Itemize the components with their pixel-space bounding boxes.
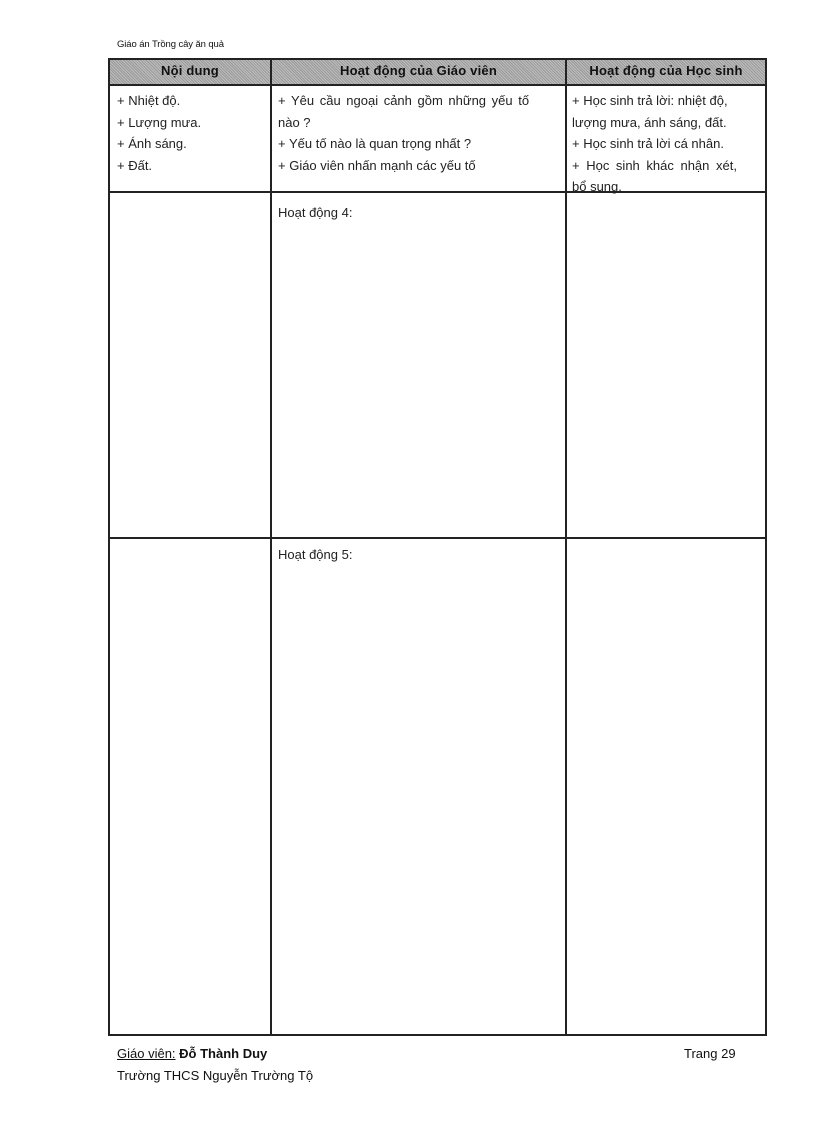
row-divider [110,537,765,539]
student-line: lượng mưa, ánh sáng, đất. [572,114,727,130]
footer-teacher [117,1046,267,1061]
lesson-plan-table [108,58,767,1036]
teacher-name: Đỗ Thành Duy [179,1046,268,1061]
teacher-line: + Yếu tố nào là quan trọng nhất ? [278,136,472,151]
column-header-teacher-activity: Hoạt động của Giáo viên [339,63,497,78]
row1-student-cell [572,90,762,198]
activity-5-heading: Hoạt động 5: [278,547,353,562]
student-line: + Học sinh khác nhận xét, [572,157,737,173]
teacher-label: Giáo viên: [117,1046,176,1061]
row1-content-cell [117,90,201,176]
student-line: bổ sung. [572,179,622,194]
row1-teacher-cell [278,90,560,176]
student-line: + Học sinh trả lời cá nhân. [572,136,724,151]
column-divider [565,60,567,1034]
content-line: + Nhiệt độ. [117,93,181,108]
column-header-student-activity: Hoạt động của Học sinh [589,63,743,78]
table-header-row [110,60,765,86]
teacher-line: + Giáo viên nhấn mạnh các yếu tố [278,157,476,173]
column-divider [270,60,272,1034]
activity-4-heading: Hoạt động 4: [278,205,353,220]
page-number: Trang 29 [684,1046,736,1061]
teacher-line: nào ? [278,114,311,130]
document-header-title: Giáo án Trồng cây ăn quả [117,39,224,50]
content-line: + Ánh sáng. [117,136,187,151]
content-line: + Lượng mưa. [117,114,202,130]
student-line: + Học sinh trả lời: nhiệt độ, [572,93,728,108]
content-line: + Đất. [117,157,153,173]
teacher-line: + Yêu cầu ngoại cảnh gồm những yếu tố [278,93,530,108]
column-header-content: Nội dung [161,63,219,78]
school-name: Trường THCS Nguyễn Trường Tộ [117,1068,314,1083]
